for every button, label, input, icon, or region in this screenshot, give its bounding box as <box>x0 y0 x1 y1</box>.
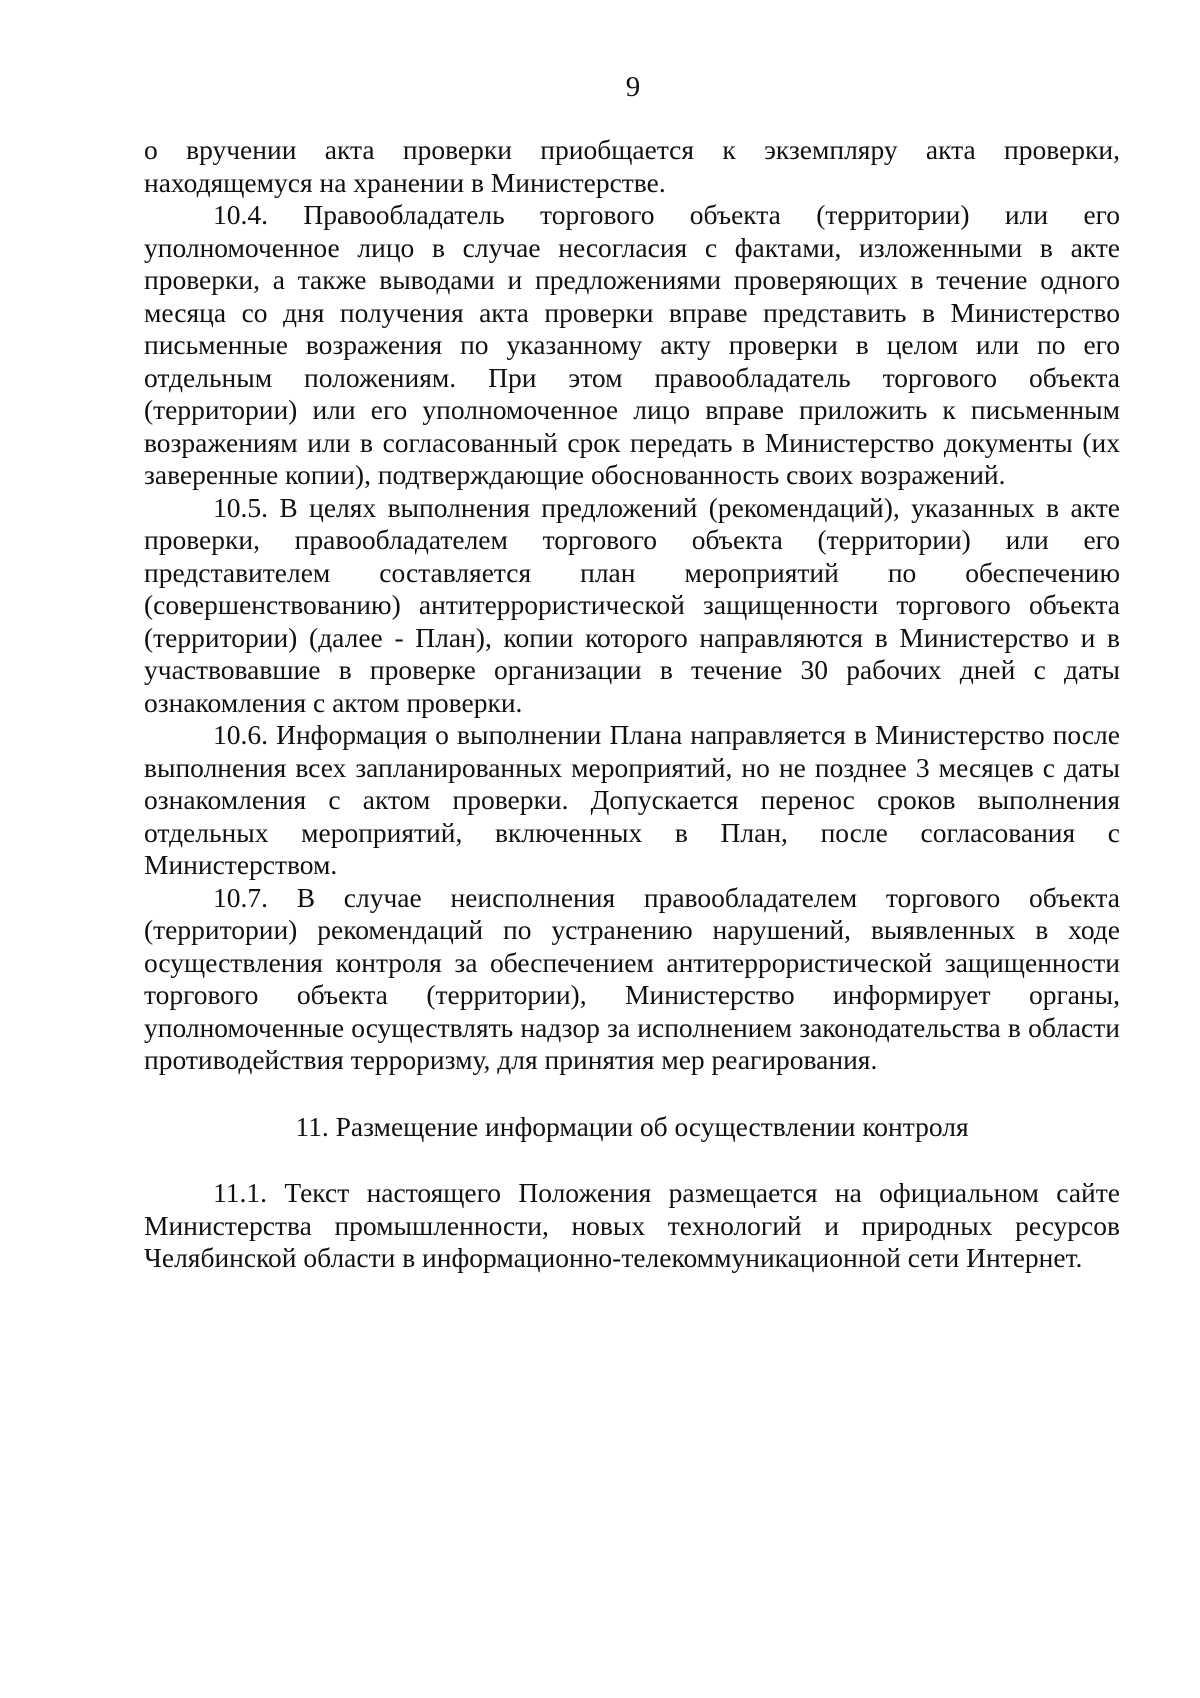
paragraph-10-4: 10.4. Правообладатель торгового объекта (территории) или его уполномоченное лицо в случае несогласия с фактами, изложенными в акте проверки, а также выводами и предложениями проверяющих в течение одного месяца со дня получения акта проверки вправе представить в Министерство письменные возражения по указанному акту проверки в целом или по его отдельным положениям. При этом правообладатель торгового объекта (территории) или его уполномоченное лицо вправе приложить к письменным возражениям или в согласованный срок передать в Министерство документы (их заверенные копии), подтверждающие обоснованность своих возражений. <box>144 199 1120 490</box>
section-11-heading: 11. Размещение информации об осуществлении контроля <box>295 1110 969 1142</box>
document-body <box>144 134 1120 1275</box>
paragraph-10-5: 10.5. В целях выполнения предложений (рекомендаций), указанных в акте проверки, правообладателем торгового объекта (территории) или его представителем составляется план мероприятий по обеспечению (совершенствованию) антитеррористической защищенности торгового объекта (территории) (далее - План), копии которого направляются в Министерство и в участвовавшие в проверке организации в течение 30 рабочих дней с даты ознакомления с актом проверки. <box>144 491 1120 718</box>
paragraph-10-7: 10.7. В случае неисполнения правообладателем торгового объекта (территории) рекомендаций по устранению нарушений, выявленных в ходе осуществления контроля за обеспечением антитеррористической защищенности торгового объекта (территории), Министерство информирует органы, уполномоченные осуществлять надзор за исполнением законодательства в области противодействия терроризму, для принятия мер реагирования. <box>144 881 1120 1075</box>
page-number: 9 <box>625 71 641 103</box>
paragraph-11-1: 11.1. Текст настоящего Положения размещается на официальном сайте Министерства промышленности, новых технологий и природных ресурсов Челябинской области в информационно-телекоммуникационной сети Интернет. <box>144 1177 1120 1273</box>
continuation-paragraph: о вручении акта проверки приобщается к экземпляру акта проверки, находящемуся на хранении в Министерстве. <box>144 134 1120 198</box>
paragraph-10-6: 10.6. Информация о выполнении Плана направляется в Министерство после выполнения всех запланированных мероприятий, но не позднее 3 месяцев с даты ознакомления с актом проверки. Допускается перенос сроков выполнения отдельных мероприятий, включенных в План, после согласования с Министерством. <box>144 719 1120 880</box>
